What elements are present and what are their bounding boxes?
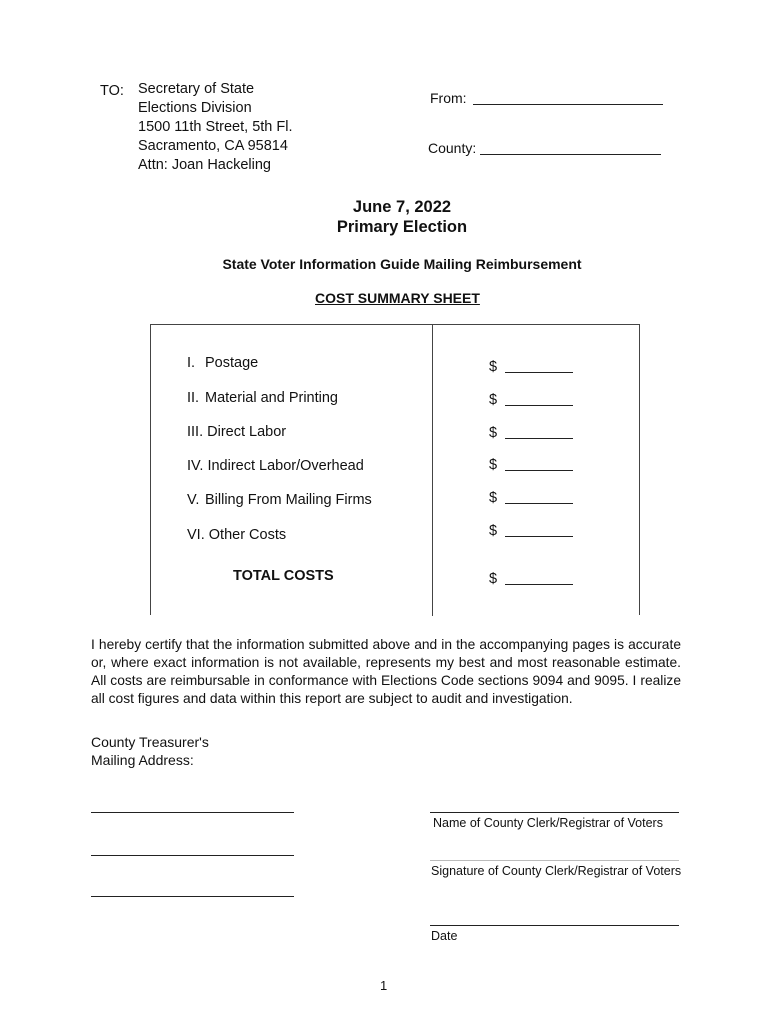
- dollar-sign: $: [489, 425, 498, 441]
- postage-amount-field[interactable]: [505, 372, 573, 373]
- item-number: IV.: [187, 458, 204, 474]
- dollar-sign: $: [489, 571, 498, 587]
- cost-item-postage: [187, 355, 258, 371]
- item-number: VI.: [187, 527, 205, 543]
- cost-summary-heading: COST SUMMARY SHEET: [315, 290, 480, 306]
- to-label: TO:: [100, 83, 124, 99]
- total-costs-amount-field[interactable]: [505, 584, 573, 585]
- item-label: Indirect Labor/Overhead: [207, 458, 364, 474]
- item-number: III.: [187, 424, 204, 440]
- item-label: Postage: [205, 355, 259, 371]
- treasurer-address-line-3[interactable]: [91, 896, 294, 897]
- item-number: V.: [187, 492, 200, 508]
- date-label: Date: [431, 929, 458, 943]
- material-amount-field[interactable]: [505, 405, 573, 406]
- item-label: Direct Labor: [207, 424, 287, 440]
- address-line: 1500 11th Street, 5th Fl.: [138, 119, 293, 135]
- treasurer-label-line: Mailing Address:: [91, 752, 194, 768]
- treasurer-address-line-1[interactable]: [91, 812, 294, 813]
- cost-column-divider: [432, 324, 433, 616]
- item-label: Other Costs: [208, 527, 287, 543]
- dollar-sign: $: [489, 523, 498, 539]
- from-label: From:: [430, 90, 467, 106]
- address-line: Attn: Joan Hackeling: [138, 157, 271, 173]
- item-number: II.: [187, 390, 200, 406]
- from-field[interactable]: [473, 104, 663, 105]
- item-number: I.: [187, 355, 196, 371]
- clerk-name-field[interactable]: [430, 812, 679, 813]
- date-field[interactable]: [430, 925, 679, 926]
- cost-item-material: [187, 390, 338, 406]
- certification-statement: I hereby certify that the information submitted above and in the accompanying pages is accurate or, where exact information is not available, represents my best and most reasonable estimate. All costs are reimbursable in conformance with Elections Code sections 9094 and 9095. I realize all cost figures and data within this report are subject to audit and investigation.: [91, 637, 681, 706]
- cost-item-other: [187, 527, 286, 543]
- form-subtitle: State Voter Information Guide Mailing Reimbursement: [222, 256, 582, 272]
- recipient-address: [138, 80, 293, 175]
- clerk-name-label: Name of County Clerk/Registrar of Voters: [433, 816, 663, 830]
- treasurer-label-line: County Treasurer's: [91, 734, 209, 750]
- cost-item-billing: [187, 492, 372, 508]
- cost-item-indirect-labor: [187, 458, 364, 474]
- cost-item-direct-labor: [187, 424, 286, 440]
- county-label: County:: [428, 140, 477, 156]
- treasurer-address-label: [91, 733, 209, 769]
- total-costs-label: TOTAL COSTS: [233, 568, 334, 584]
- item-label: Material and Printing: [205, 390, 338, 406]
- item-label: Billing From Mailing Firms: [205, 492, 372, 508]
- address-line: Secretary of State: [138, 81, 255, 97]
- page-number: 1: [380, 978, 388, 993]
- clerk-signature-field[interactable]: [430, 860, 679, 861]
- indirect-labor-amount-field[interactable]: [505, 470, 573, 471]
- treasurer-address-line-2[interactable]: [91, 855, 294, 856]
- direct-labor-amount-field[interactable]: [505, 438, 573, 439]
- dollar-sign: $: [489, 359, 498, 375]
- dollar-sign: $: [489, 457, 498, 473]
- clerk-signature-label: Signature of County Clerk/Registrar of Voters: [431, 864, 682, 878]
- dollar-sign: $: [489, 490, 498, 506]
- billing-amount-field[interactable]: [505, 503, 573, 504]
- address-line: Elections Division: [138, 100, 252, 116]
- dollar-sign: $: [489, 392, 498, 408]
- election-date: June 7, 2022: [352, 198, 452, 216]
- election-type: Primary Election: [336, 218, 468, 236]
- county-field[interactable]: [480, 154, 661, 155]
- other-costs-amount-field[interactable]: [505, 536, 573, 537]
- address-line: Sacramento, CA 95814: [138, 138, 288, 154]
